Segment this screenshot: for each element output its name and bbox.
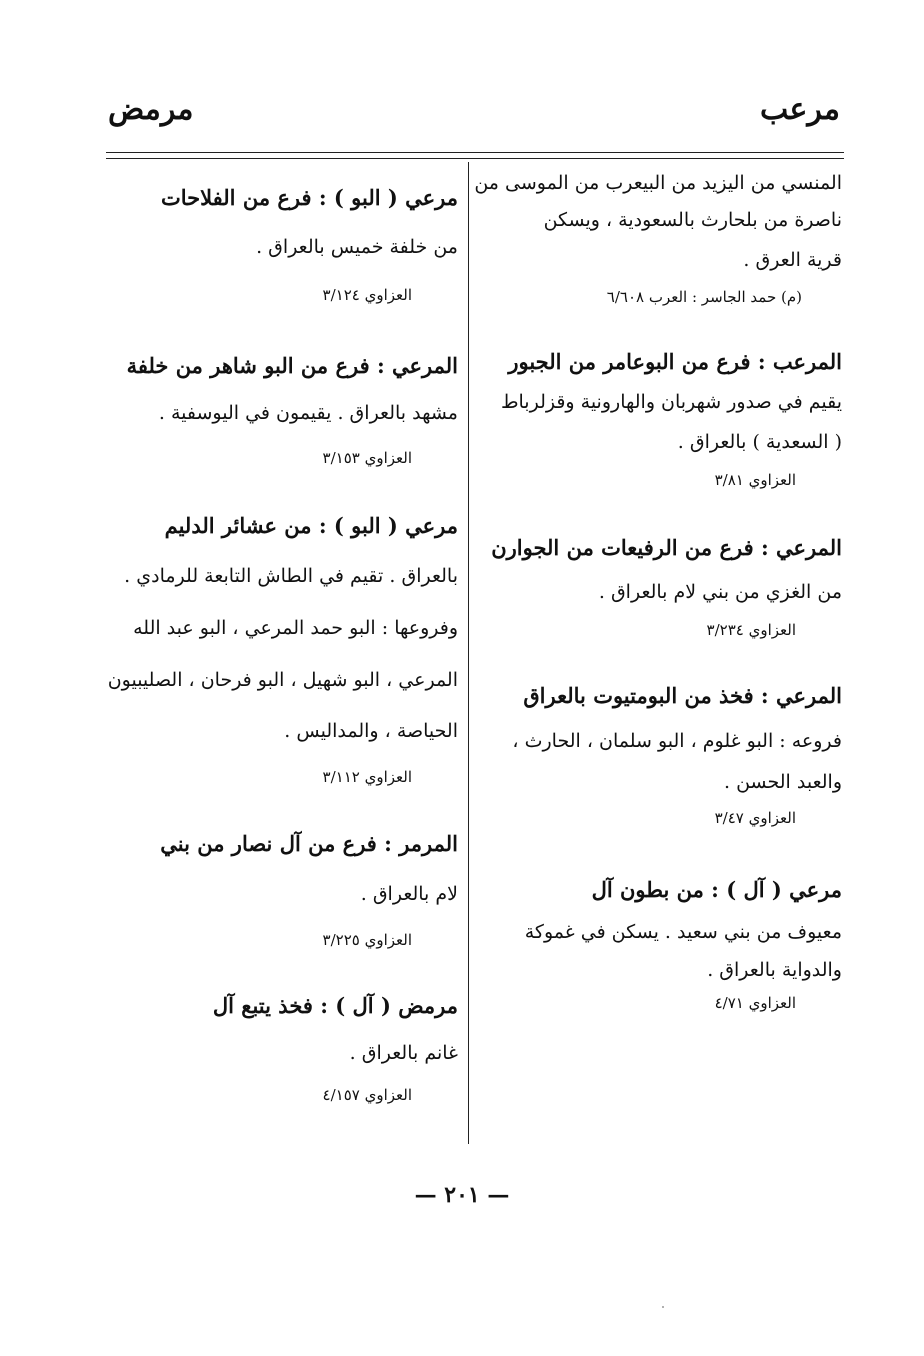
entry	[474, 166, 842, 312]
entry	[482, 526, 842, 644]
entry-line: مرعي ( البو ) : من عشائر الدليم	[164, 513, 458, 538]
entry	[96, 982, 458, 1112]
entry	[482, 674, 842, 834]
entry	[96, 176, 458, 314]
entry-line: والدواية بالعراق .	[707, 959, 842, 981]
entry-line: المرعي : فرع من البو شاهر من خلفة	[126, 353, 458, 378]
entry-reference: (م) حمد الجاسر : العرب ٦/٦٠٨	[606, 288, 802, 306]
entry-line: المنسي من اليزيد من البيعرب من الموسى من	[474, 172, 842, 194]
entry-line: من خلفة خميس بالعراق .	[256, 236, 458, 258]
entry-line: المرعي : فخذ من البومتيوت بالعراق	[523, 683, 842, 708]
entry	[96, 344, 458, 476]
entry-line: غانم بالعراق .	[349, 1042, 458, 1064]
entry-line: لام بالعراق .	[360, 883, 458, 905]
entry-line: قرية العرق .	[743, 249, 842, 271]
entry-line: المرعب : فرع من البوعامر من الجبور	[508, 349, 842, 374]
entry-line: المرعي : فرع من الرفيعات من الجوارن	[491, 535, 842, 560]
entry-line: ( السعدية ) بالعراق .	[677, 431, 842, 453]
entry-reference: العزاوي ٣/٢٢٥	[322, 931, 412, 949]
header-rule-top	[106, 152, 844, 153]
entry-reference: العزاوي ٤/١٥٧	[322, 1086, 412, 1104]
headword-left: مرمض	[108, 92, 194, 127]
entry-line: بالعراق . تقيم في الطاش التابعة للرمادي .	[124, 565, 458, 587]
entry-reference: العزاوي ٣/٢٣٤	[706, 621, 796, 639]
entry-line: فروعه : البو غلوم ، البو سلمان ، الحارث ،	[512, 730, 842, 752]
entry-reference: العزاوي ٣/١٥٣	[322, 449, 412, 467]
column-divider	[468, 162, 469, 1144]
entry	[96, 502, 458, 796]
entry	[482, 868, 842, 1016]
entry-reference: العزاوي ٣/١١٢	[322, 768, 412, 786]
entry-line: المرمر : فرع من آل نصار من بني	[160, 831, 458, 856]
entry-line: ناصرة من بلحارث بالسعودية ، ويسكن	[543, 209, 842, 231]
page-number: — ٢٠١ —	[414, 1182, 510, 1208]
entry	[482, 342, 842, 496]
entry	[96, 820, 458, 958]
headword-right: مرعب	[760, 92, 840, 127]
entry-line: والعبد الحسن .	[724, 771, 842, 793]
entry-reference: العزاوي ٤/٧١	[714, 994, 796, 1012]
entry-reference: العزاوي ٣/٨١	[714, 471, 796, 489]
entry-line: مرعي ( آل ) : من بطون آل	[591, 877, 842, 902]
entry-line: الحياصة ، والمداليس .	[284, 720, 458, 742]
entry-line: وفروعها : البو حمد المرعي ، البو عبد الله	[133, 617, 458, 639]
left-column	[96, 176, 458, 1112]
entry-line: يقيم في صدور شهربان والهارونية وقزلرباط	[500, 391, 842, 413]
entry-reference: العزاوي ٣/١٢٤	[322, 286, 412, 304]
entry-line: المرعي ، البو شهيل ، البو فرحان ، الصليبيون	[107, 669, 458, 691]
right-column	[474, 166, 842, 1016]
entry-line: معيوف من بني سعيد . يسكن في غموكة	[524, 921, 842, 943]
entry-line: من الغزي من بني لام بالعراق .	[598, 581, 842, 603]
entry-reference: العزاوي ٣/٤٧	[714, 809, 796, 827]
entry-line: مرعي ( البو ) : فرع من الفلاحات	[160, 185, 458, 210]
header-rule-bottom	[106, 158, 844, 159]
entry-line: مشهد بالعراق . يقيمون في اليوسفية .	[158, 402, 458, 424]
scan-speck	[662, 1306, 664, 1308]
entry-line: مرمض ( آل ) : فخذ يتبع آل	[212, 993, 458, 1018]
